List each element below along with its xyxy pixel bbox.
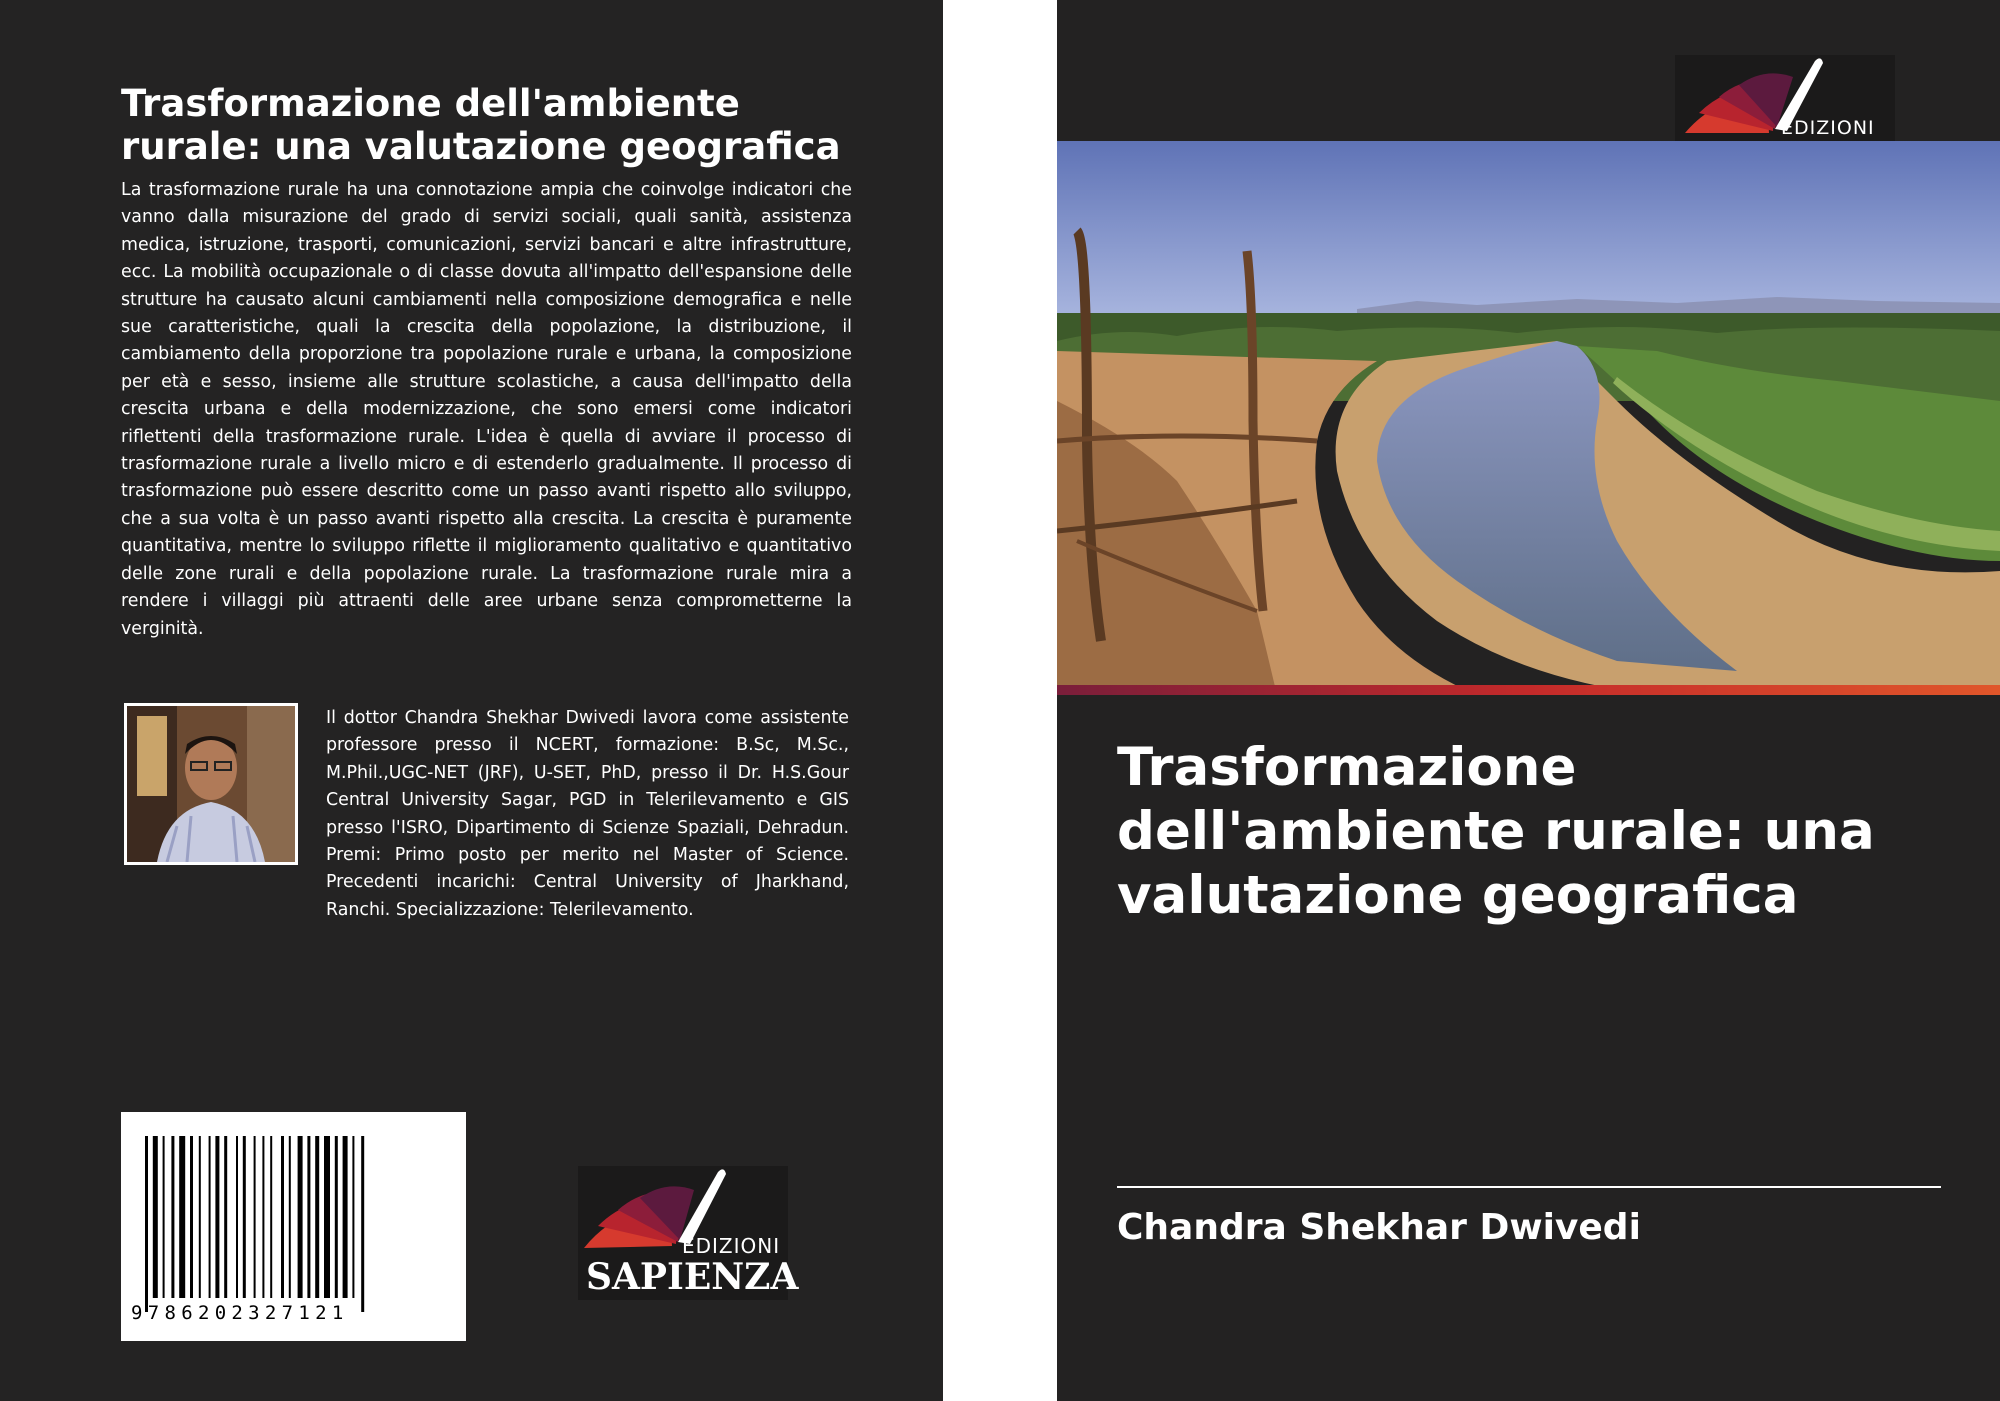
publisher-edizioni-text: EDIZIONI bbox=[1781, 117, 1875, 139]
author-bio: Il dottor Chandra Shekhar Dwivedi lavora come assistente professore presso il NCERT, formazione: B.Sc, M.Sc., M.Phil.,UGC-NET (JRF), U-SET, PhD, presso il Dr. H.S.Gour Central University Sagar, PGD in Telerilevamento e GIS presso l'ISRO, Dipartimento di Scienze Spaziali, Dehradun. Premi: Primo posto per merito nel Master of Science. Precedenti incarichi: Central University of Jharkhand, Ranchi. Specializzazione: Telerilevamento. bbox=[326, 708, 849, 920]
back-cover bbox=[0, 0, 943, 1401]
title-author-divider bbox=[1117, 1186, 1941, 1188]
barcode-bar bbox=[254, 1136, 256, 1298]
barcode-bar bbox=[343, 1136, 348, 1298]
barcode-bar bbox=[270, 1136, 272, 1298]
barcode-bar bbox=[163, 1136, 165, 1298]
barcode-bar bbox=[335, 1136, 338, 1298]
isbn-barcode bbox=[121, 1112, 466, 1341]
book-blurb: La trasformazione rurale ha una connotazione ampia che coinvolge indicatori che vanno dalla misurazione del grado di servizi sociali, quali sanità, assistenza medica, istruzione, trasporti, comunicazioni, servizi bancari e altre infrastrutture, ecc. La mobilità occupazionale o di classe dovuta all'impatto dell'espansione delle strutture ha causato alcuni cambiamenti nella composizione demografica e nelle sue caratteristiche, quali la crescita della popolazione, la distribuzione, il cambiamento della proporzione tra popolazione rurale e urbana, la composizione per età e sesso, insieme alle strutture scolastiche, a causa dell'impatto della crescita urbana e della modernizzazione, che sono emersi come indicatori riflettenti della trasformazione rurale. L'idea è quella di avviare il processo di trasformazione rurale a livello micro e di estenderlo gradualmente. Il processo di trasformazione può essere descritto come un passo avanti rispetto allo sviluppo, che a sua volta è un passo avanti rispetto alla crescita. La crescita è puramente quantitativa, mentre lo sviluppo riflette il miglioramento qualitativo e quantitativo delle zone rurali e della popolazione rurale. La trasformazione rurale mira a rendere i villaggi più attraenti delle aree urbane senza comprometterne la verginità. bbox=[121, 180, 852, 639]
front-cover-title: Trasformazione dell'ambiente rurale: una valutazione geografica bbox=[1117, 737, 1875, 926]
barcode-bar bbox=[315, 1136, 319, 1298]
front-cover-author: Chandra Shekhar Dwivedi bbox=[1117, 1207, 1641, 1248]
publisher-logo-back bbox=[578, 1166, 799, 1300]
barcode-bar bbox=[307, 1136, 310, 1298]
barcode-bar bbox=[352, 1136, 354, 1298]
barcode-bar bbox=[153, 1136, 158, 1298]
barcode-bar bbox=[145, 1136, 148, 1312]
barcode-bar bbox=[298, 1136, 303, 1298]
barcode-bar bbox=[262, 1136, 264, 1298]
author-portrait-image bbox=[127, 706, 295, 862]
barcode-bar bbox=[324, 1136, 330, 1298]
isbn-number: 9786202327121 bbox=[131, 1302, 349, 1324]
barcode-bar bbox=[179, 1136, 185, 1298]
barcode-bar bbox=[215, 1136, 219, 1298]
barcode-bar bbox=[289, 1136, 291, 1298]
barcode-bar bbox=[190, 1136, 193, 1298]
barcode-bar bbox=[236, 1136, 238, 1298]
barcode-bar bbox=[224, 1136, 227, 1298]
barcode-bar bbox=[171, 1136, 174, 1298]
barcode-bar bbox=[243, 1136, 246, 1298]
publisher-edizioni-text: EDIZIONI bbox=[682, 1234, 781, 1258]
author-photo bbox=[124, 703, 298, 865]
cover-photo-river-landscape bbox=[1057, 141, 2000, 695]
barcode-bar bbox=[209, 1136, 211, 1298]
spine bbox=[943, 0, 1057, 1401]
back-cover-title: Trasformazione dell'ambiente rurale: una valutazione geografica bbox=[121, 82, 841, 168]
barcode-bar bbox=[199, 1136, 201, 1298]
barcode-bar bbox=[361, 1136, 364, 1312]
barcode-bar bbox=[281, 1136, 284, 1298]
publisher-name-text: SAPIENZA bbox=[586, 1256, 799, 1298]
